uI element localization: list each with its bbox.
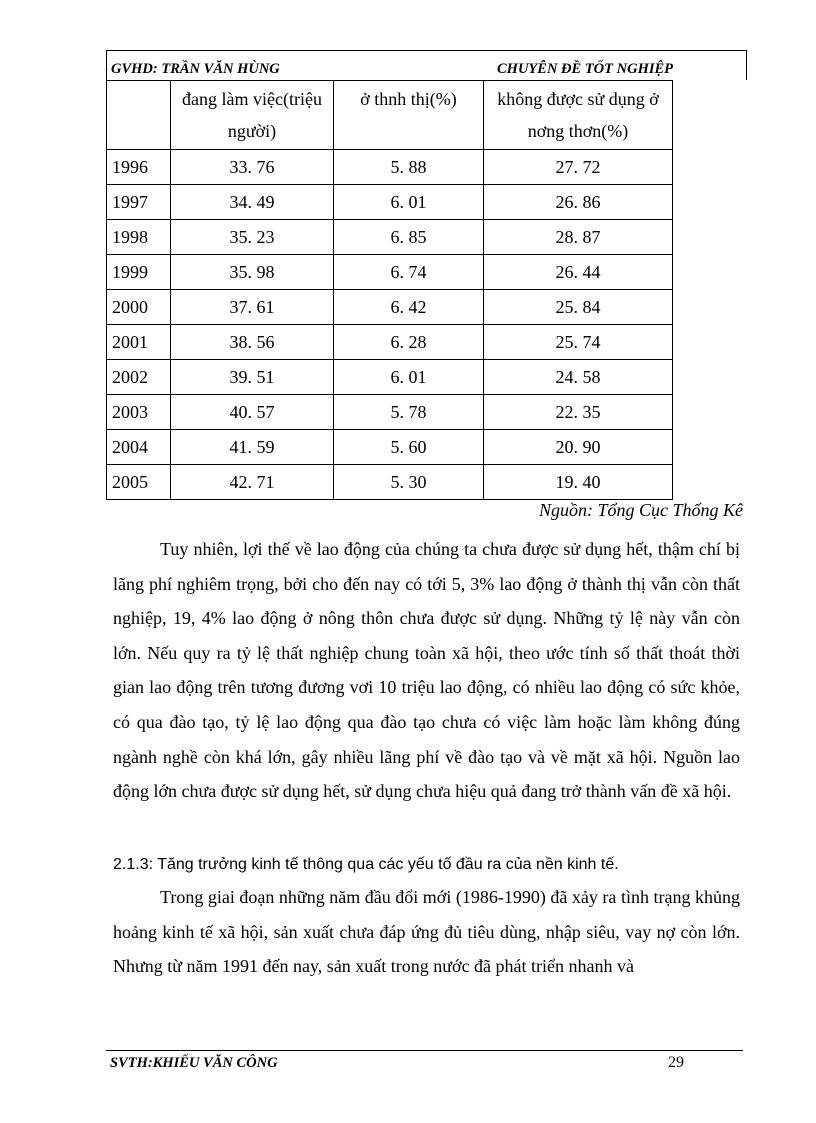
table-header-year — [107, 81, 171, 150]
cell-urban: 6. 74 — [334, 255, 484, 290]
footer-divider — [106, 1050, 743, 1051]
cell-rural: 22. 35 — [484, 395, 673, 430]
table-row — [107, 395, 673, 430]
cell-year: 1996 — [107, 150, 171, 185]
cell-rural: 19. 40 — [484, 465, 673, 500]
cell-employed: 40. 57 — [171, 395, 334, 430]
cell-urban: 6. 28 — [334, 325, 484, 360]
cell-year: 1999 — [107, 255, 171, 290]
cell-employed: 34. 49 — [171, 185, 334, 220]
cell-rural: 28. 87 — [484, 220, 673, 255]
header-advisor: GVHD: TRẦN VĂN HÙNG — [111, 61, 280, 77]
cell-rural: 26. 86 — [484, 185, 673, 220]
cell-year: 1998 — [107, 220, 171, 255]
cell-urban: 5. 60 — [334, 430, 484, 465]
cell-rural: 26. 44 — [484, 255, 673, 290]
table-header-row — [107, 81, 673, 150]
cell-year: 2005 — [107, 465, 171, 500]
page-number: 29 — [668, 1054, 684, 1071]
cell-urban: 6. 42 — [334, 290, 484, 325]
header-title: CHUYÊN ĐỀ TỐT NGHIỆP — [497, 61, 674, 77]
cell-rural: 20. 90 — [484, 430, 673, 465]
cell-rural: 25. 84 — [484, 290, 673, 325]
cell-year: 1997 — [107, 185, 171, 220]
cell-rural: 27. 72 — [484, 150, 673, 185]
cell-urban: 5. 88 — [334, 150, 484, 185]
cell-urban: 5. 78 — [334, 395, 484, 430]
cell-year: 2003 — [107, 395, 171, 430]
cell-employed: 41. 59 — [171, 430, 334, 465]
cell-urban: 6. 85 — [334, 220, 484, 255]
table-row — [107, 220, 673, 255]
cell-urban: 5. 30 — [334, 465, 484, 500]
table-row — [107, 360, 673, 395]
cell-employed: 42. 71 — [171, 465, 334, 500]
cell-employed: 37. 61 — [171, 290, 334, 325]
cell-year: 2002 — [107, 360, 171, 395]
table-header-employed: đang làm việc(triệu người) — [171, 81, 334, 150]
table-row — [107, 255, 673, 290]
cell-urban: 6. 01 — [334, 185, 484, 220]
table-header-rural-underused: không được sử dụng ở nơng thơn(%) — [484, 81, 673, 150]
footer-author: SVTH:KHIẾU VĂN CÔNG — [110, 1055, 278, 1071]
labor-statistics-table — [106, 80, 673, 500]
table-row — [107, 430, 673, 465]
cell-year: 2004 — [107, 430, 171, 465]
table-source: Nguồn: Tổng Cục Thống Kê — [538, 500, 743, 520]
cell-employed: 39. 51 — [171, 360, 334, 395]
cell-employed: 33. 76 — [171, 150, 334, 185]
body-paragraph-1: Tuy nhiên, lợi thế về lao động của chúng ta chưa được sử dụng hết, thậm chí bị lãng phí nghiêm trọng, bởi cho đến nay có tới 5, 3% lao động ở thành thị vẫn còn thất nghiệp, 19, 4% lao động ở nông thôn chưa được sử dụng. Những tỷ lệ này vẫn còn lớn. Nếu quy ra tỷ lệ thất nghiệp chung toàn xã hội, theo ước tính số thất thoát thời gian lao động trên tương đương vơi 10 triệu lao động, có nhiều lao động có sức khỏe, có qua đào tạo, tỷ lệ lao động qua đào tạo chưa có việc làm hoặc làm không đúng ngành nghề còn khá lớn, gây nhiều lãng phí về đào tạo và về mặt xã hội. Nguồn lao động lớn chưa được sử dụng hết, sử dụng chưa hiệu quả đang trở thành vấn đề xã hội. — [113, 539, 740, 802]
cell-rural: 24. 58 — [484, 360, 673, 395]
table-row — [107, 290, 673, 325]
cell-rural: 25. 74 — [484, 325, 673, 360]
cell-year: 2001 — [107, 325, 171, 360]
cell-year: 2000 — [107, 290, 171, 325]
table-row — [107, 185, 673, 220]
table-header-urban-unemployment: ở thnh thị(%) — [334, 81, 484, 150]
cell-employed: 35. 23 — [171, 220, 334, 255]
section-heading: 2.1.3: Tăng trưởng kinh tế thông qua các yếu tố đầu ra của nền kinh tế. — [113, 856, 619, 873]
body-paragraph-2: Trong giai đoạn những năm đầu đổi mới (1986-1990) đã xảy ra tình trạng khủng hoảng kinh tế xã hội, sản xuất chưa đáp ứng đủ tiêu dùng, nhập siêu, vay nợ còn lớn. Nhưng từ năm 1991 đến nay, sản xuất trong nước đã phát triển nhanh và — [113, 887, 740, 977]
page-header — [106, 50, 747, 80]
table-row — [107, 150, 673, 185]
table-row — [107, 325, 673, 360]
cell-employed: 38. 56 — [171, 325, 334, 360]
table-row — [107, 465, 673, 500]
cell-urban: 6. 01 — [334, 360, 484, 395]
cell-employed: 35. 98 — [171, 255, 334, 290]
